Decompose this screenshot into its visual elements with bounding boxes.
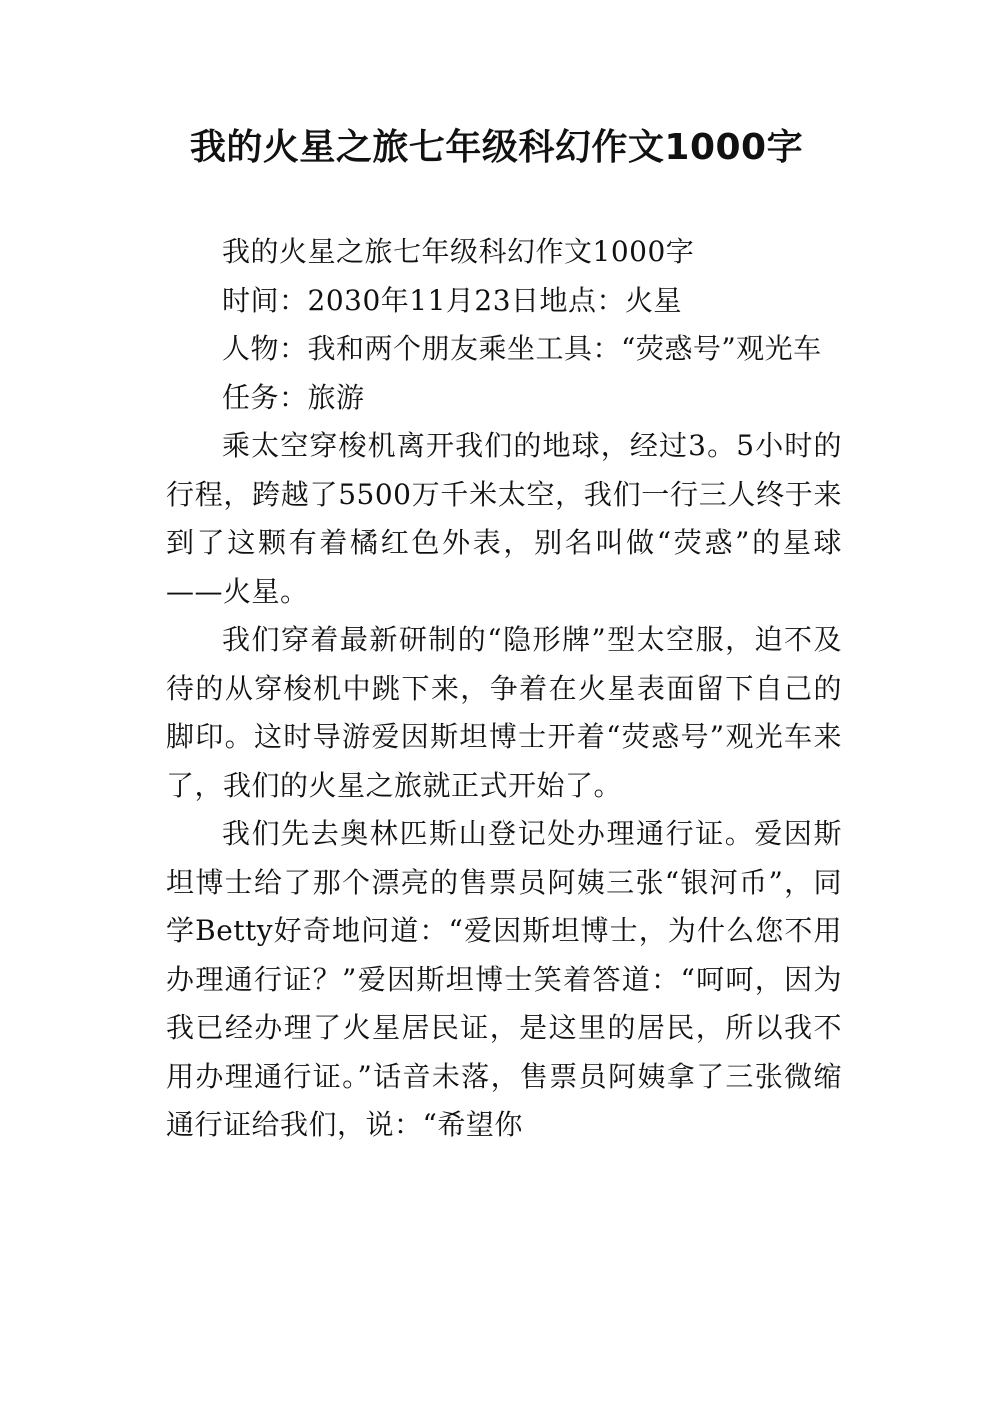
- paragraph-people-vehicle: 人物：我和两个朋友乘坐工具：“荧惑号”观光车: [222, 332, 822, 365]
- paragraph-time-place: 时间：2030年11月23日地点：火星: [222, 283, 683, 317]
- paragraph-task: 任务：旅游: [222, 380, 365, 414]
- document-body: [166, 220, 842, 1150]
- paragraph-landing: 我们穿着最新研制的“隐形牌”型太空服，迫不及待的从穿梭机中跳下来，争着在火星表面留下自己的脚印。这时导游爱因斯坦博士开着“荧惑号”观光车来了，我们的火星之旅就正式开始了。: [166, 623, 842, 802]
- paragraph-heading: 我的火星之旅七年级科幻作文1000字: [222, 235, 695, 268]
- paragraph-permit: 我们先去奥林匹斯山登记处办理通行证。爱因斯坦博士给了那个漂亮的售票员阿姨三张“银河币”，同学Betty好奇地问道：“爱因斯坦博士，为什么您不用办理通行证？”爱因斯坦博士笑着答道：“呵呵，因为我已经办理了火星居民证，是这里的居民，所以我不用办理通行证。”话音未落，售票员阿姨拿了三张微缩通行证给我们，说：“希望你: [166, 817, 842, 1141]
- document-title: 我的火星之旅七年级科幻作文1000字: [189, 127, 804, 168]
- paragraph-arrival: 乘太空穿梭机离开我们的地球，经过3。5小时的行程，跨越了5500万千米太空，我们一行三人终于来到了这颗有着橘红色外表，别名叫做“荧惑”的星球——火星。: [166, 429, 842, 608]
